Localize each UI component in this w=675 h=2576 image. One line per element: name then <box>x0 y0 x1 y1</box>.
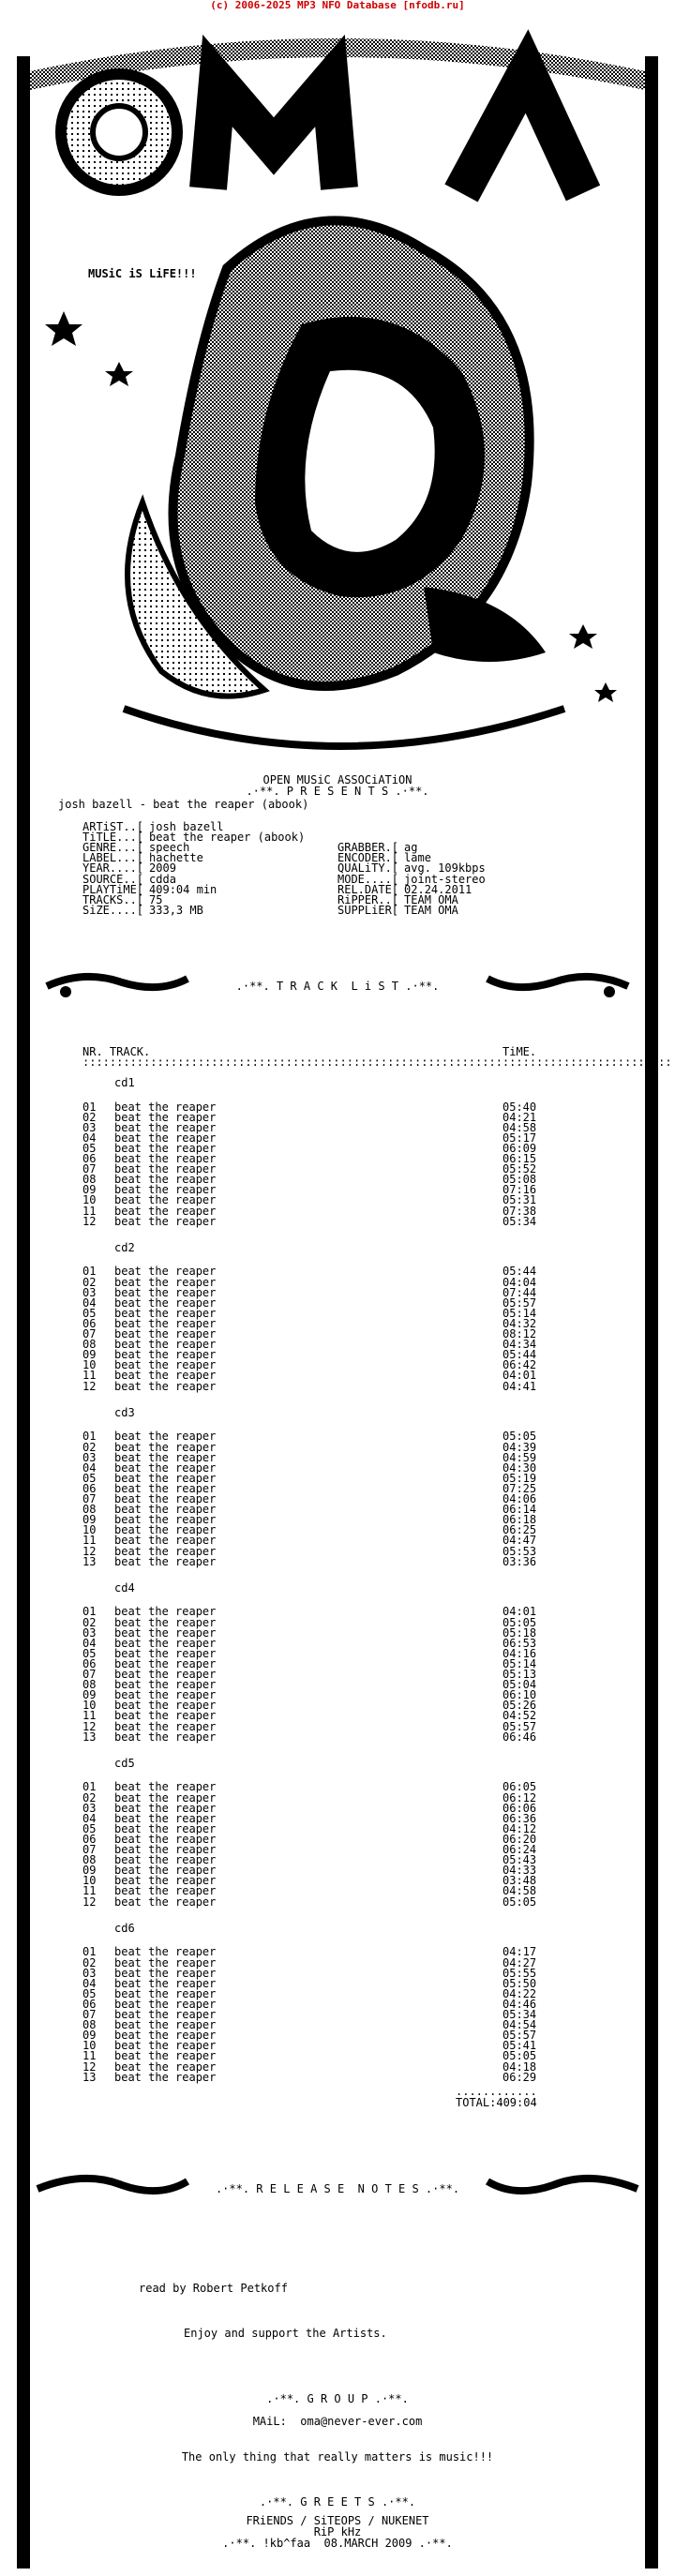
track-title: beat the reaper <box>114 1316 217 1330</box>
org-name: OPEN MUSiC ASSOCiATiON <box>262 773 412 786</box>
track-title: beat the reaper <box>114 1780 217 1794</box>
track-number: 10 <box>82 1358 97 1372</box>
info-row <box>338 903 458 917</box>
track-time: 03:48 <box>502 1874 537 1888</box>
signature: .·**. !kb^faa 08.MARCH 2009 .·**. <box>222 2537 453 2550</box>
track-title: beat the reaper <box>114 1131 217 1145</box>
track-time: 04:22 <box>502 1986 537 2000</box>
track-number: 04 <box>82 1295 97 1310</box>
track-time: 06:12 <box>502 1790 537 1805</box>
track-title: beat the reaper <box>114 1204 217 1218</box>
track-title: beat the reaper <box>114 1605 217 1619</box>
track-time: 04:58 <box>502 1884 537 1898</box>
note-reader: read by Robert Petkoff <box>139 2282 288 2295</box>
track-number: 12 <box>82 1719 97 1733</box>
track-number: 08 <box>82 1678 97 1692</box>
track-time: 04:21 <box>502 1110 537 1124</box>
track-title: beat the reaper <box>114 1358 217 1372</box>
track-time: 06:25 <box>502 1523 537 1537</box>
track-number: 02 <box>82 1955 97 1969</box>
track-title: beat the reaper <box>114 1636 217 1650</box>
track-time: 08:12 <box>502 1327 537 1341</box>
track-number: 05 <box>82 1141 97 1155</box>
track-time: 05:57 <box>502 2029 537 2043</box>
track-time: 05:14 <box>502 1656 537 1670</box>
track-number: 03 <box>82 1801 97 1815</box>
track-number: 11 <box>82 1534 97 1548</box>
track-time: 05:19 <box>502 1471 537 1485</box>
track-title: beat the reaper <box>114 1884 217 1898</box>
track-number: 02 <box>82 1790 97 1805</box>
track-number: 03 <box>82 1285 97 1299</box>
track-title: beat the reaper <box>114 1554 217 1568</box>
info-label: MODE....[ <box>338 872 399 886</box>
track-number: 12 <box>82 1214 97 1228</box>
release-line: josh bazell - beat the reaper (abook) <box>58 798 309 811</box>
track-title: beat the reaper <box>114 1811 217 1825</box>
track-number: 01 <box>82 1100 97 1114</box>
total-time: TOTAL:409:04 <box>456 2095 537 2109</box>
track-number: 05 <box>82 1986 97 2000</box>
track-time: 05:05 <box>502 1430 537 1444</box>
track-time: 04:54 <box>502 2018 537 2032</box>
track-title: beat the reaper <box>114 1503 217 1517</box>
track-number: 09 <box>82 1864 97 1878</box>
track-title: beat the reaper <box>114 1955 217 1969</box>
total-dots: ............ <box>456 2084 537 2098</box>
info-label: SUPPLiER[ <box>338 903 399 917</box>
info-value: lame <box>404 851 431 865</box>
info-value: 75 <box>149 892 163 906</box>
track-title: beat the reaper <box>114 1709 217 1723</box>
track-number: 06 <box>82 1481 97 1495</box>
track-number: 04 <box>82 1811 97 1825</box>
track-title: beat the reaper <box>114 1534 217 1548</box>
track-title: beat the reaper <box>114 1625 217 1640</box>
track-time: 04:27 <box>502 1955 537 1969</box>
group-title: .·**. G R O U P .·**. <box>266 2392 409 2405</box>
track-time: 05:05 <box>502 1895 537 1909</box>
track-title: beat the reaper <box>114 1285 217 1299</box>
track-title: beat the reaper <box>114 2049 217 2063</box>
track-title: beat the reaper <box>114 1110 217 1124</box>
track-number: 11 <box>82 1204 97 1218</box>
track-time: 06:36 <box>502 1811 537 1825</box>
info-label: GENRE...[ <box>82 841 144 855</box>
info-label: SiZE....[ <box>82 903 144 917</box>
track-title: beat the reaper <box>114 1513 217 1527</box>
track-number: 07 <box>82 2008 97 2021</box>
track-title: beat the reaper <box>114 1430 217 1444</box>
track-time: 06:42 <box>502 1358 537 1372</box>
track-title: beat the reaper <box>114 1120 217 1134</box>
track-title: beat the reaper <box>114 1152 217 1166</box>
track-number: 11 <box>82 2049 97 2063</box>
track-number: 05 <box>82 1471 97 1485</box>
track-time: 04:41 <box>502 1379 537 1393</box>
track-number: 04 <box>82 1636 97 1650</box>
track-title: beat the reaper <box>114 1945 217 1959</box>
track-number: 11 <box>82 1884 97 1898</box>
track-number: 10 <box>82 2039 97 2053</box>
track-title: beat the reaper <box>114 1306 217 1320</box>
track-time: 06:18 <box>502 1513 537 1527</box>
track-title: beat the reaper <box>114 1646 217 1660</box>
track-number: 13 <box>82 1730 97 1744</box>
track-number: 01 <box>82 1265 97 1279</box>
track-time: 05:08 <box>502 1173 537 1187</box>
track-title: beat the reaper <box>114 1966 217 1980</box>
track-time: 05:17 <box>502 1131 537 1145</box>
track-title: beat the reaper <box>114 2018 217 2032</box>
track-title: beat the reaper <box>114 2008 217 2021</box>
track-time: 05:34 <box>502 1214 537 1228</box>
info-value: cdda <box>149 872 176 886</box>
disc-name: cd1 <box>114 1076 135 1089</box>
track-title: beat the reaper <box>114 2029 217 2043</box>
track-number: 01 <box>82 1780 97 1794</box>
track-title: beat the reaper <box>114 1327 217 1341</box>
oma-logo-svg <box>21 15 654 774</box>
info-label: SOURCE..[ <box>82 872 144 886</box>
track-number: 12 <box>82 1379 97 1393</box>
info-label: PLAYTiME[ <box>82 882 144 896</box>
info-label: QUALiTY.[ <box>338 861 399 876</box>
track-title: beat the reaper <box>114 1678 217 1692</box>
info-value: 409:04 min <box>149 882 218 896</box>
track-number: 09 <box>82 1513 97 1527</box>
track-time: 04:17 <box>502 1945 537 1959</box>
presents-line: .·**. P R E S E N T S .·**. <box>246 785 429 798</box>
track-time: 04:33 <box>502 1864 537 1878</box>
disc-name: cd6 <box>114 1921 135 1935</box>
track-time: 05:53 <box>502 1544 537 1558</box>
track-title: beat the reaper <box>114 1801 217 1815</box>
track-number: 10 <box>82 1523 97 1537</box>
track-title: beat the reaper <box>114 2039 217 2053</box>
track-number: 05 <box>82 1821 97 1835</box>
track-number: 07 <box>82 1492 97 1505</box>
track-title: beat the reaper <box>114 2059 217 2074</box>
track-title: beat the reaper <box>114 1719 217 1733</box>
track-title: beat the reaper <box>114 1832 217 1846</box>
track-number: 12 <box>82 2059 97 2074</box>
info-value: ag <box>404 841 418 855</box>
track-title: beat the reaper <box>114 1369 217 1383</box>
track-time: 06:05 <box>502 1780 537 1794</box>
track-title: beat the reaper <box>114 1338 217 1352</box>
site-header: (c) 2006-2025 MP3 NFO Database [nfodb.ru] <box>210 0 465 11</box>
info-row <box>82 903 203 917</box>
track-number: 10 <box>82 1874 97 1888</box>
track-time: 07:25 <box>502 1481 537 1495</box>
track-number: 07 <box>82 1668 97 1682</box>
info-row <box>338 822 343 832</box>
track-number: 04 <box>82 1976 97 1990</box>
track-time: 04:32 <box>502 1316 537 1330</box>
track-title: beat the reaper <box>114 1460 217 1475</box>
track-title: beat the reaper <box>114 1544 217 1558</box>
track-title: beat the reaper <box>114 1523 217 1537</box>
track-title: beat the reaper <box>114 1100 217 1114</box>
track-number: 06 <box>82 1656 97 1670</box>
info-value: beat the reaper (abook) <box>149 831 306 845</box>
track-title: beat the reaper <box>114 1265 217 1279</box>
track-title: beat the reaper <box>114 1141 217 1155</box>
track-time: 06:14 <box>502 1503 537 1517</box>
track-number: 09 <box>82 1183 97 1197</box>
track-time: 05:26 <box>502 1699 537 1713</box>
disc-name: cd2 <box>114 1240 135 1254</box>
track-number: 08 <box>82 1853 97 1867</box>
track-time: 05:05 <box>502 1615 537 1629</box>
note-support: Enjoy and support the Artists. <box>184 2327 387 2340</box>
track-time: 05:04 <box>502 1678 537 1692</box>
track-number: 11 <box>82 1709 97 1723</box>
track-title: beat the reaper <box>114 1379 217 1393</box>
track-number: 02 <box>82 1615 97 1629</box>
info-value: 333,3 MB <box>149 903 203 917</box>
logo-tagline: MUSiC iS LiFE!!! <box>88 267 197 280</box>
track-number: 01 <box>82 1945 97 1959</box>
track-time: 06:24 <box>502 1843 537 1857</box>
track-title: beat the reaper <box>114 1615 217 1629</box>
track-time: 05:57 <box>502 1719 537 1733</box>
track-number: 10 <box>82 1699 97 1713</box>
track-number: 06 <box>82 1997 97 2011</box>
track-number: 07 <box>82 1327 97 1341</box>
track-time: 04:01 <box>502 1605 537 1619</box>
track-time: 05:43 <box>502 1853 537 1867</box>
track-time: 06:20 <box>502 1832 537 1846</box>
track-time: 04:52 <box>502 1709 537 1723</box>
info-label: TiTLE...[ <box>82 831 144 845</box>
info-value: joint-stereo <box>404 872 486 886</box>
track-number: 05 <box>82 1306 97 1320</box>
info-label: TRACKS..[ <box>82 892 144 906</box>
track-time: 04:16 <box>502 1646 537 1660</box>
track-title: beat the reaper <box>114 1162 217 1176</box>
track-time: 06:10 <box>502 1688 537 1702</box>
track-title: beat the reaper <box>114 1997 217 2011</box>
track-title: beat the reaper <box>114 1193 217 1207</box>
track-time: 05:31 <box>502 1193 537 1207</box>
disc-name: cd5 <box>114 1756 135 1770</box>
track-title: beat the reaper <box>114 1481 217 1495</box>
track-time: 04:58 <box>502 1120 537 1134</box>
track-number: 03 <box>82 1120 97 1134</box>
info-label: YEAR....[ <box>82 861 144 876</box>
track-time: 06:06 <box>502 1801 537 1815</box>
track-title: beat the reaper <box>114 1668 217 1682</box>
track-time: 05:40 <box>502 1100 537 1114</box>
track-number: 02 <box>82 1440 97 1454</box>
track-time: 05:52 <box>502 1162 537 1176</box>
release-notes-title: .·**. R E L E A S E N O T E S .·**. <box>215 2182 460 2195</box>
oma-logo-artwork <box>21 15 654 774</box>
ornament-right-notes <box>488 2170 638 2204</box>
track-time: 07:44 <box>502 1285 537 1299</box>
track-number: 07 <box>82 1843 97 1857</box>
track-title: beat the reaper <box>114 1440 217 1454</box>
track-time: 03:36 <box>502 1554 537 1568</box>
track-title: beat the reaper <box>114 1730 217 1744</box>
track-title: beat the reaper <box>114 1864 217 1878</box>
track-number: 09 <box>82 2029 97 2043</box>
track-number: 03 <box>82 1450 97 1464</box>
track-title: beat the reaper <box>114 1895 217 1909</box>
track-time: 06:09 <box>502 1141 537 1155</box>
track-number: 12 <box>82 1544 97 1558</box>
track-number: 02 <box>82 1275 97 1289</box>
track-number: 04 <box>82 1131 97 1145</box>
track-number: 03 <box>82 1966 97 1980</box>
track-number: 02 <box>82 1110 97 1124</box>
track-title: beat the reaper <box>114 1976 217 1990</box>
track-time: 06:46 <box>502 1730 537 1744</box>
track-time: 05:44 <box>502 1348 537 1362</box>
track-number: 08 <box>82 1173 97 1187</box>
track-title: beat the reaper <box>114 1843 217 1857</box>
track-title: beat the reaper <box>114 1492 217 1505</box>
track-time: 07:16 <box>502 1183 537 1197</box>
track-title: beat the reaper <box>114 1790 217 1805</box>
track-title: beat the reaper <box>114 1214 217 1228</box>
track-number: 06 <box>82 1316 97 1330</box>
track-title: beat the reaper <box>114 2070 217 2084</box>
track-title: beat the reaper <box>114 1275 217 1289</box>
info-label: RiPPER..[ <box>338 892 399 906</box>
track-title: beat the reaper <box>114 1821 217 1835</box>
tracklist-title: .·**. T R A C K L i S T .·**. <box>235 980 440 993</box>
info-value: 2009 <box>149 861 176 876</box>
info-label: REL.DATE[ <box>338 882 399 896</box>
info-label: ARTiST..[ <box>82 820 144 833</box>
greets-line-1: FRiENDS / SiTEOPS / NUKENET <box>246 2514 429 2527</box>
track-time: 04:47 <box>502 1534 537 1548</box>
track-number: 05 <box>82 1646 97 1660</box>
track-time: 05:18 <box>502 1625 537 1640</box>
track-title: beat the reaper <box>114 1348 217 1362</box>
mail-line: MAiL: oma@never-ever.com <box>252 2415 423 2428</box>
track-time: 05:55 <box>502 1966 537 1980</box>
track-time: 06:53 <box>502 1636 537 1650</box>
track-time: 04:01 <box>502 1369 537 1383</box>
track-number: 09 <box>82 1688 97 1702</box>
track-number: 01 <box>82 1430 97 1444</box>
track-time: 04:39 <box>502 1440 537 1454</box>
track-title: beat the reaper <box>114 1471 217 1485</box>
tracklist-header-left: NR. TRACK. <box>82 1045 151 1058</box>
track-time: 04:59 <box>502 1450 537 1464</box>
track-time: 04:04 <box>502 1275 537 1289</box>
track-title: beat the reaper <box>114 1656 217 1670</box>
info-value: TEAM OMA <box>404 892 458 906</box>
track-time: 06:15 <box>502 1152 537 1166</box>
info-value: josh bazell <box>149 820 224 833</box>
track-number: 08 <box>82 2018 97 2032</box>
track-title: beat the reaper <box>114 1699 217 1713</box>
track-title: beat the reaper <box>114 1874 217 1888</box>
tracklist-header-right: TiME. <box>502 1045 537 1058</box>
track-time: 05:41 <box>502 2039 537 2053</box>
track-time: 05:14 <box>502 1306 537 1320</box>
info-value: hachette <box>149 851 203 865</box>
track-title: beat the reaper <box>114 1688 217 1702</box>
track-time: 07:38 <box>502 1204 537 1218</box>
track-title: beat the reaper <box>114 1986 217 2000</box>
info-value: TEAM OMA <box>404 903 458 917</box>
info-label: GRABBER.[ <box>338 841 399 855</box>
track-title: beat the reaper <box>114 1450 217 1464</box>
track-number: 12 <box>82 1895 97 1909</box>
track-title: beat the reaper <box>114 1853 217 1867</box>
greets-title: .·**. G R E E T S .·**. <box>259 2495 416 2509</box>
track-title: beat the reaper <box>114 1183 217 1197</box>
track-number: 01 <box>82 1605 97 1619</box>
track-time: 05:50 <box>502 1976 537 1990</box>
track-time: 04:18 <box>502 2059 537 2074</box>
info-value: speech <box>149 841 190 855</box>
track-number: 08 <box>82 1503 97 1517</box>
track-number: 03 <box>82 1625 97 1640</box>
track-number: 13 <box>82 2070 97 2084</box>
track-number: 07 <box>82 1162 97 1176</box>
track-time: 04:06 <box>502 1492 537 1505</box>
track-title: beat the reaper <box>114 1173 217 1187</box>
track-time: 05:57 <box>502 1295 537 1310</box>
track-time: 05:13 <box>502 1668 537 1682</box>
track-number: 06 <box>82 1832 97 1846</box>
track-time: 04:12 <box>502 1821 537 1835</box>
track-number: 04 <box>82 1460 97 1475</box>
track-time: 04:30 <box>502 1460 537 1475</box>
track-time: 05:44 <box>502 1265 537 1279</box>
track-title: beat the reaper <box>114 1295 217 1310</box>
track-number: 10 <box>82 1193 97 1207</box>
motto-line: The only thing that really matters is music!!! <box>181 2450 494 2464</box>
info-label: LABEL...[ <box>82 851 144 865</box>
track-time: 06:29 <box>502 2070 537 2084</box>
track-time: 05:05 <box>502 2049 537 2063</box>
disc-name: cd4 <box>114 1580 135 1595</box>
tracklist-divider: ::::::::::::::::::::::::::::::::::::::::::::::::::::::::::::::::::::::::::::::::::::::: <box>82 1056 672 1069</box>
track-number: 11 <box>82 1369 97 1383</box>
info-label: ENCODER.[ <box>338 851 399 865</box>
greets-line-2: RiP kHz <box>313 2525 362 2539</box>
track-time: 04:46 <box>502 1997 537 2011</box>
track-time: 05:34 <box>502 2008 537 2021</box>
disc-name: cd3 <box>114 1405 135 1419</box>
info-value: 02.24.2011 <box>404 882 472 896</box>
info-value: avg. 109kbps <box>404 861 486 876</box>
track-number: 13 <box>82 1554 97 1568</box>
track-time: 04:34 <box>502 1338 537 1352</box>
track-number: 08 <box>82 1338 97 1352</box>
ornament-right <box>488 969 628 1003</box>
track-number: 06 <box>82 1152 97 1166</box>
track-number: 09 <box>82 1348 97 1362</box>
